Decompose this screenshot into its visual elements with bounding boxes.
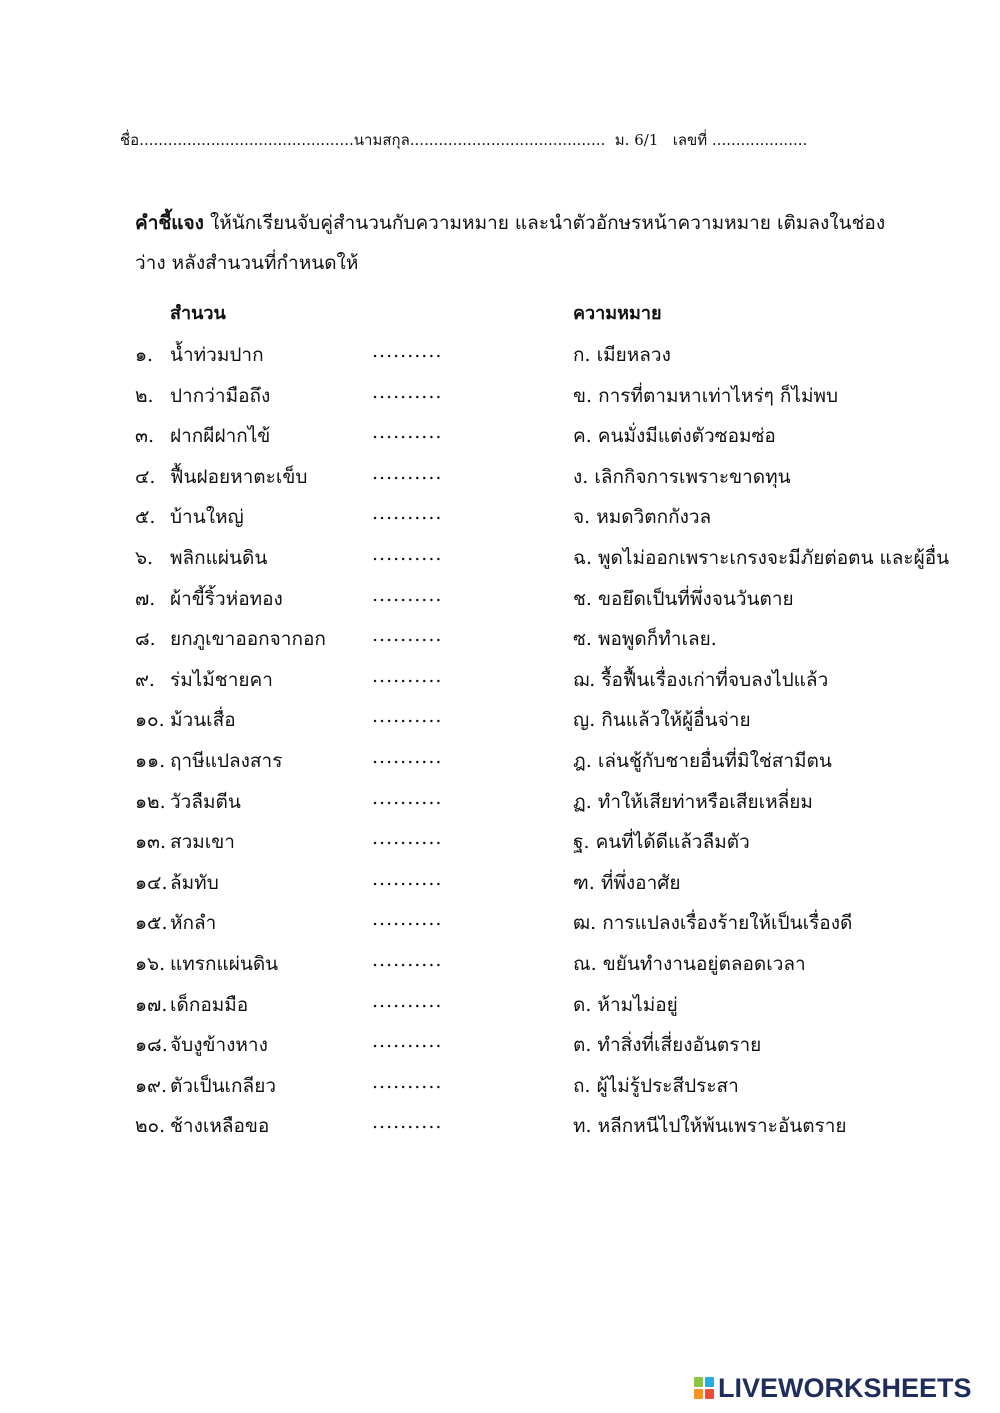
idiom-text: ยกภูเขาออกจากอก	[170, 628, 326, 651]
answer-blank[interactable]: ..........	[372, 705, 443, 728]
match-row	[0, 1071, 1000, 1111]
idiom-text: ช้างเหลือขอ	[170, 1115, 270, 1138]
meaning-text: จ. หมดวิตกกังวล	[573, 506, 712, 529]
match-row	[0, 868, 1000, 908]
answer-blank[interactable]: ..........	[372, 624, 443, 647]
answer-blank[interactable]: ..........	[372, 421, 443, 444]
item-number: ๑.	[135, 344, 154, 366]
match-row	[0, 624, 1000, 664]
item-number: ๑๕.	[135, 912, 168, 935]
idiom-column-header: สำนวน	[170, 303, 226, 324]
answer-blank[interactable]: ..........	[372, 827, 443, 850]
answer-blank[interactable]: ..........	[372, 786, 443, 809]
meaning-text: ก. เมียหลวง	[573, 344, 671, 366]
idiom-text: ปากว่ามือถึง	[170, 384, 271, 407]
meaning-text: ท. หลีกหนีไปให้พ้นเพราะอันตราย	[573, 1115, 847, 1138]
answer-blank[interactable]: ..........	[372, 1030, 443, 1053]
item-number: ๗.	[135, 587, 156, 610]
answer-blank[interactable]: ..........	[372, 1111, 443, 1134]
idiom-text: ฟื้นฝอยหาตะเข็บ	[170, 465, 308, 488]
answer-blank[interactable]: ..........	[372, 664, 443, 687]
meaning-text: ง. เลิกกิจการเพราะขาดทุน	[573, 465, 791, 488]
meaning-text: ฑ. ที่พึ่งอาศัย	[573, 871, 681, 894]
idiom-text: สวมเขา	[170, 831, 235, 854]
class-label: ม. 6/1	[614, 131, 659, 149]
item-number: ๑๑.	[135, 750, 166, 772]
match-row	[0, 543, 1000, 583]
idiom-text: ตัวเป็นเกลียว	[170, 1074, 276, 1097]
number-field[interactable]: เลขที่ ....................	[672, 131, 808, 149]
match-row	[0, 665, 1000, 705]
liveworksheets-logo	[694, 1374, 972, 1402]
meaning-column-header: ความหมาย	[573, 303, 662, 324]
meaning-text: ฏ. ทำให้เสียท่าหรือเสียเหลี่ยม	[573, 790, 813, 813]
match-row	[0, 340, 1000, 380]
idiom-text: ผ้าขี้ริ้วห่อทอง	[170, 587, 283, 610]
item-number: ๖.	[135, 547, 154, 569]
item-number: ๕.	[135, 506, 156, 529]
liveworksheets-brand-text: LIVEWORKSHEETS	[718, 1372, 972, 1403]
answer-blank[interactable]: ..........	[372, 746, 443, 768]
match-row	[0, 746, 1000, 786]
student-info-line	[120, 128, 807, 152]
idiom-text: น้ำท่วมปาก	[170, 344, 264, 366]
idiom-text: บ้านใหญ่	[170, 506, 244, 529]
meaning-text: ญ. กินแล้วให้ผู้อื่นจ่าย	[573, 709, 751, 732]
liveworksheets-logo-icon	[694, 1377, 714, 1399]
item-number: ๑๔.	[135, 871, 168, 894]
idiom-text: ม้วนเสื่อ	[170, 709, 236, 732]
idiom-text: เด็กอมมือ	[170, 993, 249, 1016]
answer-blank[interactable]: ..........	[372, 502, 443, 525]
match-row	[0, 1111, 1000, 1151]
answer-blank[interactable]: ..........	[372, 380, 443, 403]
item-number: ๒.	[135, 384, 154, 407]
match-row	[0, 990, 1000, 1030]
meaning-text: ข. การที่ตามหาเท่าไหร่ๆ ก็ไม่พบ	[573, 384, 839, 407]
answer-blank[interactable]: ..........	[372, 949, 443, 971]
item-number: ๙.	[135, 668, 155, 691]
match-row	[0, 584, 1000, 624]
instructions	[135, 203, 915, 283]
instructions-label: คำชี้แจง	[135, 212, 204, 234]
answer-blank[interactable]: ..........	[372, 583, 443, 606]
meaning-text: ฉ. พูดไม่ออกเพราะเกรงจะมีภัยต่อตน และผู้อื่น	[573, 547, 950, 569]
answer-blank[interactable]: ..........	[372, 989, 443, 1012]
idiom-text: พลิกแผ่นดิน	[170, 547, 268, 569]
item-number: ๑๗.	[135, 993, 168, 1016]
idiom-text: ฝากผีฝากไข้	[170, 425, 271, 448]
meaning-text: ถ. ผู้ไม่รู้ประสีประสา	[573, 1074, 739, 1097]
item-number: ๔.	[135, 465, 156, 488]
answer-blank[interactable]: ..........	[372, 1070, 443, 1093]
meaning-text: ค. คนมั่งมีแต่งตัวซอมซ่อ	[573, 425, 776, 448]
answer-blank[interactable]: ..........	[372, 543, 443, 565]
meaning-text: ฌ. รื้อฟื้นเรื่องเก่าที่จบลงไปแล้ว	[573, 668, 829, 691]
meaning-text: ฐ. คนที่ได้ดีแล้วลืมตัว	[573, 831, 750, 854]
item-number: ๓.	[135, 425, 155, 448]
idiom-text: วัวลืมตีน	[170, 790, 241, 813]
answer-blank[interactable]: ..........	[372, 340, 443, 362]
answer-blank[interactable]: ..........	[372, 461, 443, 484]
match-row	[0, 949, 1000, 989]
meaning-text: ณ. ขยันทำงานอยู่ตลอดเวลา	[573, 953, 806, 975]
instructions-text: ให้นักเรียนจับคู่สำนวนกับความหมาย และนำตัวอักษรหน้าความหมาย เติมลงในช่องว่าง หลังสำนวนที่กำหนดให้	[135, 212, 886, 274]
idiom-text: ร่มไม้ชายคา	[170, 668, 273, 691]
meaning-text: ต. ทำสิ่งที่เสี่ยงอันตราย	[573, 1034, 762, 1057]
item-number: ๑๐.	[135, 709, 165, 732]
item-number: ๒๐.	[135, 1115, 166, 1138]
item-number: ๑๖.	[135, 953, 166, 975]
surname-field[interactable]: นามสกุล.........................................	[353, 131, 606, 149]
item-number: ๑๓.	[135, 831, 167, 854]
meaning-text: ช. ขอยึดเป็นที่พึ่งจนวันตาย	[573, 587, 794, 610]
match-row	[0, 421, 1000, 461]
match-row	[0, 381, 1000, 421]
match-row	[0, 787, 1000, 827]
idiom-text: จับงูข้างหาง	[170, 1034, 268, 1057]
idiom-text: หักลำ	[170, 912, 217, 935]
idiom-text: ฤาษีแปลงสาร	[170, 750, 283, 772]
item-number: ๑๒.	[135, 790, 166, 813]
name-field[interactable]: ชื่อ.............................................	[120, 131, 354, 149]
match-row	[0, 827, 1000, 867]
idiom-text: แทรกแผ่นดิน	[170, 953, 279, 975]
meaning-text: ฒ. การแปลงเรื่องร้ายให้เป็นเรื่องดี	[573, 912, 853, 935]
meaning-text: ฎ. เล่นชู้กับชายอื่นที่มิใช่สามีตน	[573, 750, 832, 772]
meaning-text: ด. ห้ามไม่อยู่	[573, 993, 678, 1016]
item-number: ๑๘.	[135, 1034, 168, 1057]
match-row	[0, 705, 1000, 745]
meaning-text: ซ. พอพูดก็ทำเลย.	[573, 628, 717, 651]
item-number: ๑๙.	[135, 1074, 168, 1097]
match-row	[0, 908, 1000, 948]
match-row	[0, 1030, 1000, 1070]
idiom-text: ล้มทับ	[170, 871, 219, 894]
answer-blank[interactable]: ..........	[372, 908, 443, 931]
match-row	[0, 462, 1000, 502]
answer-blank[interactable]: ..........	[372, 867, 443, 890]
item-number: ๘.	[135, 628, 156, 651]
match-row	[0, 502, 1000, 542]
